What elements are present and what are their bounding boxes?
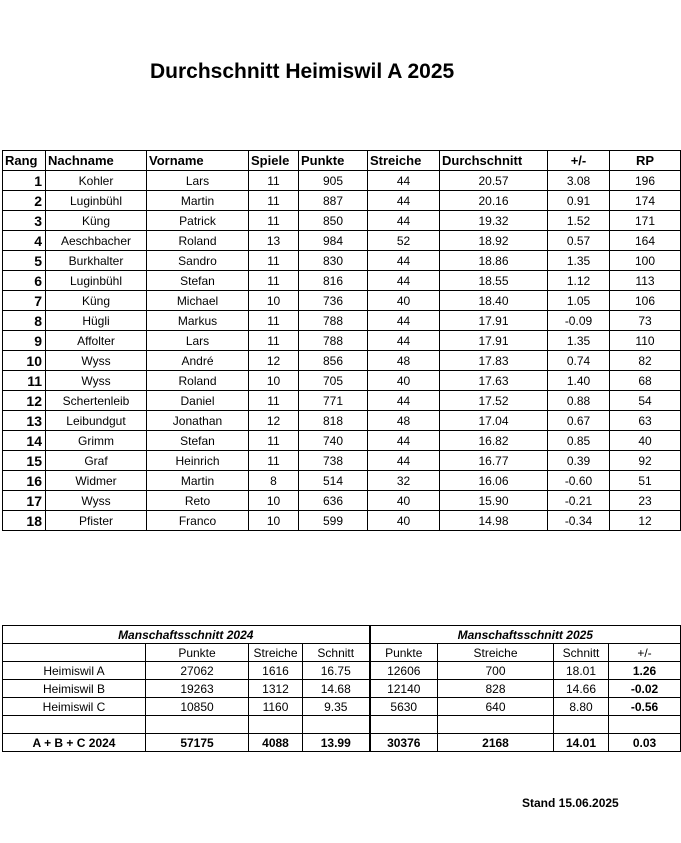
- ranking-row: [3, 331, 681, 351]
- cell-rp: 51: [610, 471, 681, 491]
- header-nachname: Nachname: [46, 151, 147, 171]
- team-sub-schnitt-2025: Schnitt: [554, 644, 609, 662]
- cell-streiche: 40: [368, 511, 440, 531]
- team-cell-diff: -0.02: [609, 680, 681, 698]
- cell-plusminus: 1.05: [548, 291, 610, 311]
- cell-rang: 5: [3, 251, 46, 271]
- cell-rang: 1: [3, 171, 46, 191]
- team-row: [3, 662, 681, 680]
- team-cell-s25: 2168: [438, 734, 554, 752]
- team-cell-diff: 0.03: [609, 734, 681, 752]
- cell-vorname: Daniel: [147, 391, 249, 411]
- team-cell-sch25: 14.01: [554, 734, 609, 752]
- cell-durchschnitt: 20.16: [440, 191, 548, 211]
- cell-spiele: 11: [249, 191, 299, 211]
- team-cell-p25: 12140: [370, 680, 438, 698]
- ranking-row: [3, 391, 681, 411]
- cell-plusminus: 1.52: [548, 211, 610, 231]
- cell-rang: 3: [3, 211, 46, 231]
- cell-punkte: 705: [299, 371, 368, 391]
- team-spacer-cell: [303, 716, 370, 734]
- team-cell-s24: 1312: [249, 680, 303, 698]
- team-spacer-cell: [609, 716, 681, 734]
- cell-durchschnitt: 18.40: [440, 291, 548, 311]
- cell-vorname: Stefan: [147, 271, 249, 291]
- cell-plusminus: -0.21: [548, 491, 610, 511]
- ranking-table: [2, 150, 681, 531]
- cell-punkte: 830: [299, 251, 368, 271]
- cell-spiele: 12: [249, 411, 299, 431]
- team-spacer-cell: [3, 716, 146, 734]
- team-body: [3, 626, 681, 752]
- cell-streiche: 32: [368, 471, 440, 491]
- cell-rp: 100: [610, 251, 681, 271]
- header-punkte: Punkte: [299, 151, 368, 171]
- cell-punkte: 636: [299, 491, 368, 511]
- cell-spiele: 11: [249, 331, 299, 351]
- cell-durchschnitt: 18.86: [440, 251, 548, 271]
- cell-durchschnitt: 17.04: [440, 411, 548, 431]
- team-spacer-cell: [554, 716, 609, 734]
- cell-vorname: Stefan: [147, 431, 249, 451]
- cell-rp: 92: [610, 451, 681, 471]
- header-rp: RP: [610, 151, 681, 171]
- cell-vorname: Martin: [147, 471, 249, 491]
- cell-vorname: Martin: [147, 191, 249, 211]
- cell-spiele: 11: [249, 311, 299, 331]
- cell-nachname: Luginbühl: [46, 191, 147, 211]
- cell-punkte: 788: [299, 311, 368, 331]
- cell-plusminus: -0.60: [548, 471, 610, 491]
- cell-plusminus: 1.35: [548, 331, 610, 351]
- team-cell-p24: 57175: [146, 734, 249, 752]
- header-spiele: Spiele: [249, 151, 299, 171]
- cell-rp: 12: [610, 511, 681, 531]
- cell-durchschnitt: 18.55: [440, 271, 548, 291]
- cell-rang: 13: [3, 411, 46, 431]
- cell-rang: 4: [3, 231, 46, 251]
- cell-plusminus: 0.85: [548, 431, 610, 451]
- cell-spiele: 11: [249, 391, 299, 411]
- cell-spiele: 10: [249, 511, 299, 531]
- team-cell-sch24: 14.68: [303, 680, 370, 698]
- cell-plusminus: 1.40: [548, 371, 610, 391]
- team-header-row: [3, 626, 681, 644]
- cell-rang: 2: [3, 191, 46, 211]
- cell-nachname: Pfister: [46, 511, 147, 531]
- cell-spiele: 11: [249, 431, 299, 451]
- cell-punkte: 736: [299, 291, 368, 311]
- team-cell-diff: -0.56: [609, 698, 681, 716]
- cell-plusminus: -0.09: [548, 311, 610, 331]
- team-spacer-cell: [249, 716, 303, 734]
- team-sub-punkte-2024: Punkte: [146, 644, 249, 662]
- cell-punkte: 816: [299, 271, 368, 291]
- cell-streiche: 44: [368, 311, 440, 331]
- cell-rp: 174: [610, 191, 681, 211]
- team-spacer-cell: [438, 716, 554, 734]
- team-spacer-row: [3, 716, 681, 734]
- cell-durchschnitt: 16.77: [440, 451, 548, 471]
- cell-nachname: Küng: [46, 211, 147, 231]
- cell-rang: 16: [3, 471, 46, 491]
- team-header-2025: Manschaftsschnitt 2025: [370, 626, 681, 644]
- cell-nachname: Leibundgut: [46, 411, 147, 431]
- ranking-row: [3, 271, 681, 291]
- cell-plusminus: 0.57: [548, 231, 610, 251]
- cell-vorname: Franco: [147, 511, 249, 531]
- cell-spiele: 10: [249, 371, 299, 391]
- team-spacer-cell: [146, 716, 249, 734]
- cell-punkte: 514: [299, 471, 368, 491]
- cell-plusminus: 3.08: [548, 171, 610, 191]
- cell-streiche: 48: [368, 411, 440, 431]
- cell-nachname: Kohler: [46, 171, 147, 191]
- cell-punkte: 599: [299, 511, 368, 531]
- cell-plusminus: -0.34: [548, 511, 610, 531]
- team-cell-s25: 640: [438, 698, 554, 716]
- ranking-row: [3, 351, 681, 371]
- ranking-row: [3, 471, 681, 491]
- cell-plusminus: 0.39: [548, 451, 610, 471]
- cell-punkte: 887: [299, 191, 368, 211]
- cell-streiche: 44: [368, 211, 440, 231]
- cell-punkte: 984: [299, 231, 368, 251]
- team-spacer-cell: [370, 716, 438, 734]
- cell-spiele: 11: [249, 211, 299, 231]
- ranking-row: [3, 251, 681, 271]
- header-streiche: Streiche: [368, 151, 440, 171]
- cell-plusminus: 0.88: [548, 391, 610, 411]
- cell-durchschnitt: 16.06: [440, 471, 548, 491]
- cell-nachname: Aeschbacher: [46, 231, 147, 251]
- team-sub-schnitt-2024: Schnitt: [303, 644, 370, 662]
- cell-rang: 10: [3, 351, 46, 371]
- team-cell-p25: 30376: [370, 734, 438, 752]
- cell-streiche: 44: [368, 331, 440, 351]
- cell-plusminus: 1.12: [548, 271, 610, 291]
- cell-rp: 68: [610, 371, 681, 391]
- cell-spiele: 11: [249, 171, 299, 191]
- cell-durchschnitt: 17.63: [440, 371, 548, 391]
- team-row: [3, 698, 681, 716]
- team-cell-p24: 19263: [146, 680, 249, 698]
- cell-vorname: Sandro: [147, 251, 249, 271]
- cell-punkte: 818: [299, 411, 368, 431]
- team-cell-name: Heimiswil A: [3, 662, 146, 680]
- cell-vorname: Heinrich: [147, 451, 249, 471]
- cell-plusminus: 0.67: [548, 411, 610, 431]
- cell-vorname: André: [147, 351, 249, 371]
- ranking-row: [3, 511, 681, 531]
- cell-streiche: 44: [368, 191, 440, 211]
- team-sub-streiche-2025: Streiche: [438, 644, 554, 662]
- cell-vorname: Lars: [147, 171, 249, 191]
- ranking-row: [3, 291, 681, 311]
- cell-vorname: Roland: [147, 231, 249, 251]
- cell-streiche: 40: [368, 371, 440, 391]
- cell-spiele: 10: [249, 491, 299, 511]
- ranking-row: [3, 451, 681, 471]
- team-cell-s24: 1616: [249, 662, 303, 680]
- cell-spiele: 8: [249, 471, 299, 491]
- cell-rp: 23: [610, 491, 681, 511]
- cell-rang: 7: [3, 291, 46, 311]
- header-plusminus: +/-: [548, 151, 610, 171]
- cell-vorname: Lars: [147, 331, 249, 351]
- cell-spiele: 11: [249, 271, 299, 291]
- cell-durchschnitt: 16.82: [440, 431, 548, 451]
- header-durchschnitt: Durchschnitt: [440, 151, 548, 171]
- team-cell-sch24: 13.99: [303, 734, 370, 752]
- cell-rang: 14: [3, 431, 46, 451]
- cell-nachname: Wyss: [46, 491, 147, 511]
- team-cell-name: A + B + C 2024: [3, 734, 146, 752]
- cell-streiche: 44: [368, 271, 440, 291]
- cell-durchschnitt: 19.32: [440, 211, 548, 231]
- team-subheader-empty: [3, 644, 146, 662]
- cell-nachname: Burkhalter: [46, 251, 147, 271]
- cell-durchschnitt: 18.92: [440, 231, 548, 251]
- ranking-row: [3, 491, 681, 511]
- cell-spiele: 13: [249, 231, 299, 251]
- cell-rp: 110: [610, 331, 681, 351]
- cell-streiche: 44: [368, 451, 440, 471]
- team-cell-name: Heimiswil B: [3, 680, 146, 698]
- cell-nachname: Hügli: [46, 311, 147, 331]
- cell-rp: 196: [610, 171, 681, 191]
- cell-durchschnitt: 17.91: [440, 311, 548, 331]
- team-cell-s24: 1160: [249, 698, 303, 716]
- team-cell-p25: 5630: [370, 698, 438, 716]
- cell-nachname: Schertenleib: [46, 391, 147, 411]
- team-sub-diff-2025: +/-: [609, 644, 681, 662]
- cell-streiche: 48: [368, 351, 440, 371]
- cell-vorname: Jonathan: [147, 411, 249, 431]
- page-title: Durchschnitt Heimiswil A 2025: [150, 60, 455, 83]
- cell-plusminus: 1.35: [548, 251, 610, 271]
- cell-streiche: 44: [368, 431, 440, 451]
- cell-rp: 171: [610, 211, 681, 231]
- header-vorname: Vorname: [147, 151, 249, 171]
- cell-vorname: Michael: [147, 291, 249, 311]
- team-cell-p24: 27062: [146, 662, 249, 680]
- cell-spiele: 12: [249, 351, 299, 371]
- cell-durchschnitt: 20.57: [440, 171, 548, 191]
- cell-rang: 17: [3, 491, 46, 511]
- cell-rang: 15: [3, 451, 46, 471]
- team-cell-sch25: 8.80: [554, 698, 609, 716]
- cell-rp: 113: [610, 271, 681, 291]
- team-cell-p25: 12606: [370, 662, 438, 680]
- ranking-row: [3, 171, 681, 191]
- team-subheader-row: [3, 644, 681, 662]
- team-total-row: [3, 734, 681, 752]
- ranking-row: [3, 311, 681, 331]
- cell-rang: 18: [3, 511, 46, 531]
- team-header-2024: Manschaftsschnitt 2024: [3, 626, 370, 644]
- cell-rang: 9: [3, 331, 46, 351]
- team-cell-diff: 1.26: [609, 662, 681, 680]
- cell-plusminus: 0.74: [548, 351, 610, 371]
- team-cell-s25: 828: [438, 680, 554, 698]
- cell-punkte: 738: [299, 451, 368, 471]
- cell-streiche: 40: [368, 291, 440, 311]
- header-rang: Rang: [3, 151, 46, 171]
- team-cell-p24: 10850: [146, 698, 249, 716]
- cell-rp: 82: [610, 351, 681, 371]
- ranking-header-row: [3, 151, 681, 171]
- ranking-body: [3, 171, 681, 531]
- cell-streiche: 52: [368, 231, 440, 251]
- cell-durchschnitt: 17.52: [440, 391, 548, 411]
- team-cell-s25: 700: [438, 662, 554, 680]
- team-table: [2, 625, 681, 752]
- team-cell-sch24: 16.75: [303, 662, 370, 680]
- cell-rp: 164: [610, 231, 681, 251]
- cell-rp: 63: [610, 411, 681, 431]
- cell-nachname: Küng: [46, 291, 147, 311]
- cell-punkte: 905: [299, 171, 368, 191]
- ranking-row: [3, 211, 681, 231]
- cell-nachname: Affolter: [46, 331, 147, 351]
- team-sub-streiche-2024: Streiche: [249, 644, 303, 662]
- team-cell-name: Heimiswil C: [3, 698, 146, 716]
- cell-rp: 40: [610, 431, 681, 451]
- cell-punkte: 856: [299, 351, 368, 371]
- team-cell-sch25: 14.66: [554, 680, 609, 698]
- ranking-row: [3, 231, 681, 251]
- cell-vorname: Patrick: [147, 211, 249, 231]
- cell-durchschnitt: 15.90: [440, 491, 548, 511]
- team-cell-sch25: 18.01: [554, 662, 609, 680]
- cell-vorname: Reto: [147, 491, 249, 511]
- cell-nachname: Widmer: [46, 471, 147, 491]
- cell-durchschnitt: 17.83: [440, 351, 548, 371]
- cell-nachname: Grimm: [46, 431, 147, 451]
- ranking-row: [3, 371, 681, 391]
- cell-nachname: Wyss: [46, 371, 147, 391]
- cell-streiche: 40: [368, 491, 440, 511]
- cell-durchschnitt: 14.98: [440, 511, 548, 531]
- cell-spiele: 11: [249, 251, 299, 271]
- cell-punkte: 771: [299, 391, 368, 411]
- ranking-row: [3, 411, 681, 431]
- cell-rp: 106: [610, 291, 681, 311]
- cell-rang: 11: [3, 371, 46, 391]
- cell-nachname: Luginbühl: [46, 271, 147, 291]
- team-cell-s24: 4088: [249, 734, 303, 752]
- ranking-row: [3, 431, 681, 451]
- cell-plusminus: 0.91: [548, 191, 610, 211]
- cell-rp: 54: [610, 391, 681, 411]
- team-cell-sch24: 9.35: [303, 698, 370, 716]
- cell-durchschnitt: 17.91: [440, 331, 548, 351]
- cell-streiche: 44: [368, 171, 440, 191]
- cell-nachname: Graf: [46, 451, 147, 471]
- cell-rang: 6: [3, 271, 46, 291]
- cell-nachname: Wyss: [46, 351, 147, 371]
- cell-rang: 8: [3, 311, 46, 331]
- cell-streiche: 44: [368, 391, 440, 411]
- stand-date: Stand 15.06.2025: [522, 796, 619, 810]
- cell-punkte: 850: [299, 211, 368, 231]
- cell-rp: 73: [610, 311, 681, 331]
- cell-rang: 12: [3, 391, 46, 411]
- cell-streiche: 44: [368, 251, 440, 271]
- ranking-row: [3, 191, 681, 211]
- team-sub-punkte-2025: Punkte: [370, 644, 438, 662]
- cell-spiele: 10: [249, 291, 299, 311]
- cell-vorname: Markus: [147, 311, 249, 331]
- cell-punkte: 788: [299, 331, 368, 351]
- team-row: [3, 680, 681, 698]
- cell-vorname: Roland: [147, 371, 249, 391]
- cell-spiele: 11: [249, 451, 299, 471]
- cell-punkte: 740: [299, 431, 368, 451]
